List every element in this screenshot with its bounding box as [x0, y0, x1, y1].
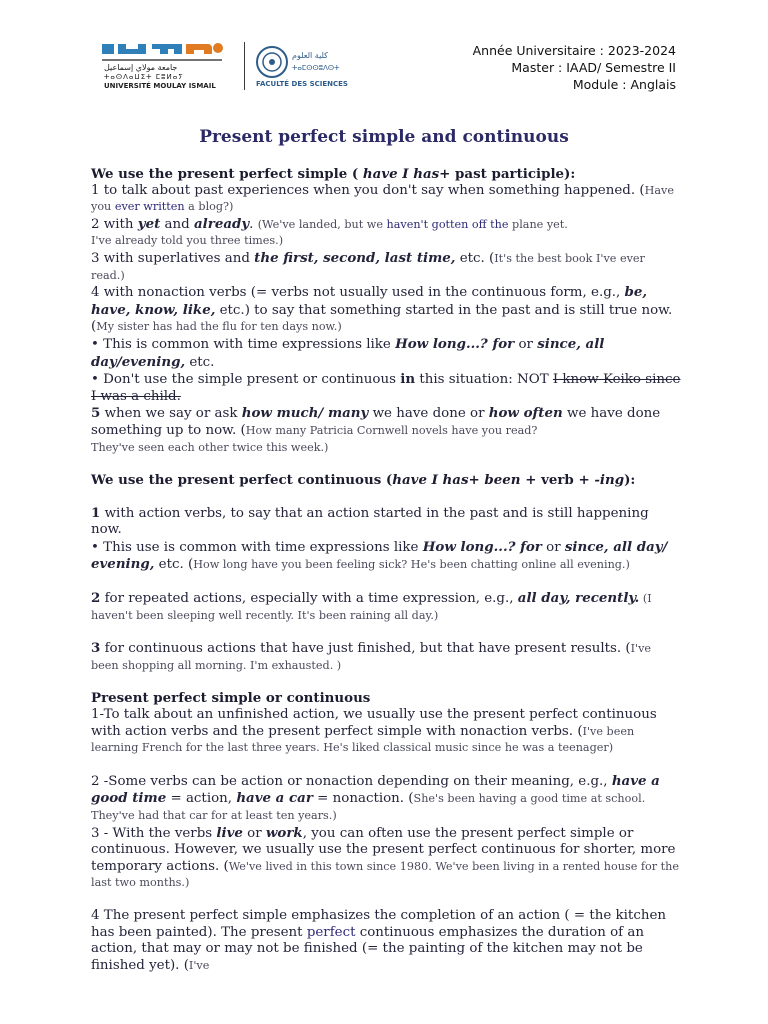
simple-item-2-example: I've already told you three times.)	[91, 234, 284, 248]
logo-divider	[244, 42, 245, 90]
svg-text:FACULTÉ DES SCIENCES: FACULTÉ DES SCIENCES	[256, 80, 348, 88]
continuous-bullet-1: • This use is common with time expressions like How long...? for or since, all day/ evening, etc. (How long have you been feeling sick? He's been chatting online all evening.)	[91, 538, 668, 573]
simple-item-5-example: They've seen each other twice this week.)	[91, 440, 329, 454]
continuous-item-2: 2 for repeated actions, especially with a time expression, e.g., all day, recently. (I haven't been sleeping well recently. It's been raining all day.)	[91, 590, 652, 622]
comparison-item-3: 3 - With the verbs live or work, you can often use the present perfect simple or continuous. However, we usually use the present perfect continuous for shorter, more temporary actions. (We've lived in this town since 1980. We've been living in a rented house for the last two months.)	[91, 824, 679, 890]
academic-year: Année Universitaire : 2023-2024	[472, 43, 676, 58]
page-title: Present perfect simple and continuous	[199, 127, 569, 147]
simple-bullet-1: • This is common with time expressions like How long...? for or since, all day/evening, etc.	[91, 335, 605, 370]
master-program: Master : IAAD/ Semestre II	[511, 60, 676, 75]
module-name: Module : Anglais	[572, 77, 676, 92]
simple-heading: We use the present perfect simple ( have I has+ past participle):	[91, 166, 576, 182]
comparison-item-4: 4 The present perfect simple emphasizes the completion of an action ( = the kitchen has been painted). The present perfect continuous emphasizes the duration of an action, that may or may not be finished (= the painting of the kitchen may not be finished yet). (I've	[91, 907, 666, 973]
continuous-item-1: 1 with action verbs, to say that an action started in the past and is still happening now.	[91, 504, 649, 538]
comparison-heading: Present perfect simple or continuous	[91, 690, 371, 707]
continuous-item-3: 3 for continuous actions that have just finished, but that have present results. (I've been shopping all morning. I'm exhausted. )	[91, 640, 652, 672]
continuous-heading: We use the present perfect continuous (have I has+ been + verb + -ing):	[91, 472, 636, 489]
document-body	[91, 166, 681, 974]
simple-item-1: 1 to talk about past experiences when you don't say when something happened. (Have you ever written a blog?)	[91, 182, 674, 214]
svg-text:ⵜⴰⵙⴷⴰⵡⵉⵜ ⵎⵓⵍⴰⵢ: ⵜⴰⵙⴷⴰⵡⵉⵜ ⵎⵓⵍⴰⵢ	[104, 73, 184, 81]
simple-item-4: 4 with nonaction verbs (= verbs not usually used in the continuous form, e.g., be, have, know, like, etc.) to say that something started in the past and is still true now. (My sister has had the flu for ten days now.)	[91, 284, 673, 335]
comparison-item-2: 2 -Some verbs can be action or nonaction depending on their meaning, e.g., have a good time = action, have a car = nonaction. (She's been having a good time at school. They've had that car for at least ten years.)	[91, 772, 660, 822]
simple-item-3: 3 with superlatives and the first, second, last time, etc. (It's the best book I've ever read.)	[91, 249, 645, 282]
simple-item-2: 2 with yet and already. (We've landed, but we haven't gotten off the plane yet.	[91, 215, 568, 232]
svg-text:ⵜⴰⵎⵙⵙⵓⴷⵙⵜ: ⵜⴰⵎⵙⵙⵓⴷⵙⵜ	[292, 64, 340, 72]
svg-text:ﺟﺎﻣﻌﺔ ﻣﻮﻻﻱ ﺇﺳﻤﺎﻋﻴﻞ: ﺟﺎﻣﻌﺔ ﻣﻮﻻﻱ ﺇﺳﻤﺎﻋﻴﻞ	[104, 63, 178, 72]
comparison-item-1: 1-To talk about an unfinished action, we usually use the present perfect continuous with action verbs and the present perfect simple with nonaction verbs. (I've been learning French for the last three years. He's liked classical music since he was a teenager)	[91, 707, 657, 755]
faculty-logo	[254, 42, 358, 90]
simple-bullet-2: • Don't use the simple present or continuous in this situation: NOT I know Keiko since I was a child.	[91, 371, 681, 404]
simple-item-5: 5 when we say or ask how much/ many we have done or how often we have done something up to now. (How many Patricia Cornwell novels have you read?	[91, 405, 661, 438]
svg-text:ﻛﻠﻴﺔ ﺍﻟﻌﻠﻮﻡ: ﻛﻠﻴﺔ ﺍﻟﻌﻠﻮﻡ	[292, 51, 328, 60]
svg-text:UNIVERSITÉ MOULAY ISMAIL: UNIVERSITÉ MOULAY ISMAIL	[104, 82, 216, 90]
university-logo	[96, 42, 236, 90]
course-info	[473, 42, 676, 93]
